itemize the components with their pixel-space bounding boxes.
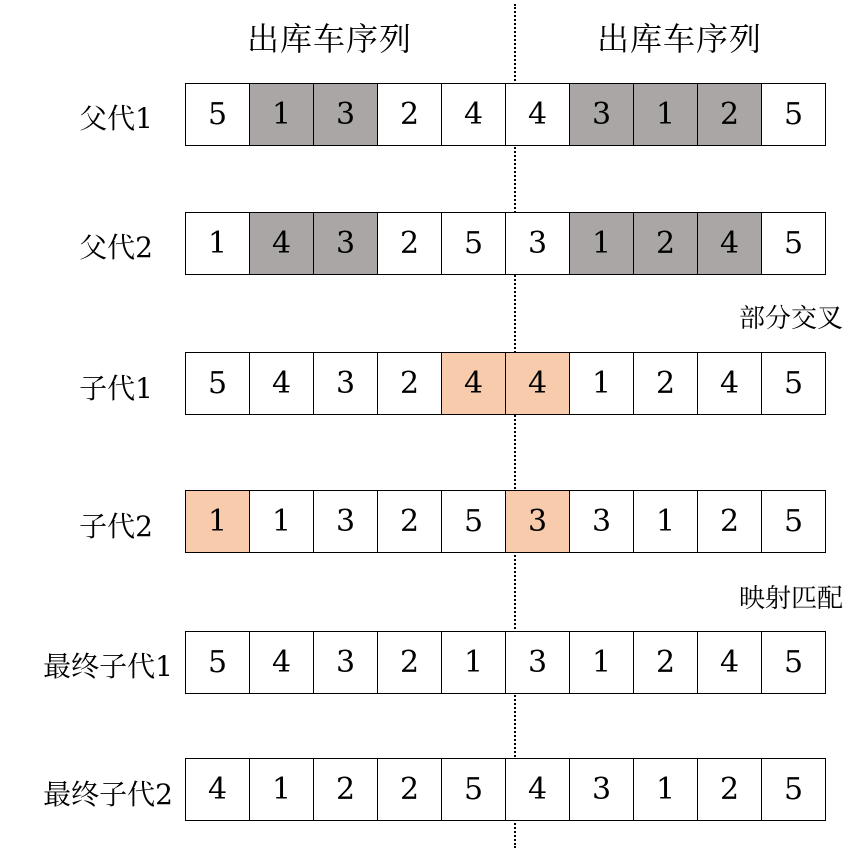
sequence-cell: 3 — [505, 212, 570, 275]
sequence-cell: 2 — [377, 83, 442, 146]
sequence-cell: 2 — [697, 83, 762, 146]
sequence-cell: 1 — [249, 490, 314, 553]
sequence-cell: 3 — [313, 490, 378, 553]
sequence-cell: 2 — [377, 490, 442, 553]
sequence-cell: 3 — [569, 758, 634, 821]
sequence-cell: 1 — [569, 631, 634, 694]
row-label-child2: 子代2 — [79, 510, 153, 543]
sequence-cell: 5 — [761, 758, 826, 821]
sequence-cell: 3 — [313, 212, 378, 275]
sequence-cell: 4 — [697, 352, 762, 415]
header-right: 出库车序列 — [597, 20, 763, 58]
sequence-cell: 4 — [249, 212, 314, 275]
sequence-cell: 2 — [377, 352, 442, 415]
sequence-cell: 4 — [505, 758, 570, 821]
sequence-cell: 1 — [185, 212, 250, 275]
crossover-label: 部分交叉 — [738, 304, 843, 334]
sequence-parent2 — [185, 212, 825, 275]
sequence-cell: 5 — [185, 631, 250, 694]
sequence-cell: 1 — [569, 352, 634, 415]
sequence-cell: 5 — [185, 352, 250, 415]
sequence-cell: 5 — [761, 352, 826, 415]
sequence-cell: 2 — [697, 758, 762, 821]
sequence-cell: 2 — [697, 490, 762, 553]
sequence-final-child2 — [185, 758, 825, 821]
sequence-cell: 4 — [441, 352, 506, 415]
sequence-cell: 5 — [761, 212, 826, 275]
sequence-final-child1 — [185, 631, 825, 694]
sequence-cell: 4 — [505, 83, 570, 146]
sequence-cell: 3 — [313, 83, 378, 146]
sequence-parent1 — [185, 83, 825, 146]
sequence-cell: 5 — [761, 631, 826, 694]
sequence-child2 — [185, 490, 825, 553]
sequence-cell: 3 — [505, 631, 570, 694]
sequence-cell: 2 — [633, 352, 698, 415]
sequence-cell: 4 — [697, 631, 762, 694]
sequence-cell: 4 — [697, 212, 762, 275]
sequence-cell: 1 — [249, 758, 314, 821]
sequence-cell: 3 — [313, 352, 378, 415]
sequence-cell: 1 — [633, 490, 698, 553]
sequence-cell: 4 — [249, 631, 314, 694]
sequence-cell: 3 — [313, 631, 378, 694]
sequence-cell: 1 — [633, 758, 698, 821]
sequence-cell: 2 — [377, 212, 442, 275]
sequence-cell: 1 — [633, 83, 698, 146]
sequence-cell: 2 — [633, 631, 698, 694]
row-label-final-child2: 最终子代2 — [43, 778, 173, 811]
mapping-label: 映射匹配 — [738, 584, 843, 614]
sequence-cell: 4 — [185, 758, 250, 821]
sequence-cell: 2 — [377, 758, 442, 821]
row-label-parent1: 父代1 — [79, 102, 153, 135]
sequence-child1 — [185, 352, 825, 415]
sequence-cell: 4 — [249, 352, 314, 415]
row-label-child1: 子代1 — [79, 372, 153, 405]
sequence-cell: 5 — [761, 83, 826, 146]
sequence-cell: 1 — [569, 212, 634, 275]
sequence-cell: 3 — [569, 490, 634, 553]
sequence-cell: 4 — [505, 352, 570, 415]
sequence-cell: 2 — [377, 631, 442, 694]
sequence-cell: 4 — [441, 83, 506, 146]
sequence-cell: 3 — [505, 490, 570, 553]
sequence-cell: 5 — [761, 490, 826, 553]
sequence-cell: 5 — [441, 212, 506, 275]
sequence-cell: 5 — [441, 758, 506, 821]
sequence-cell: 5 — [441, 490, 506, 553]
sequence-cell: 1 — [185, 490, 250, 553]
sequence-cell: 1 — [249, 83, 314, 146]
sequence-cell: 2 — [633, 212, 698, 275]
sequence-cell: 5 — [185, 83, 250, 146]
sequence-cell: 2 — [313, 758, 378, 821]
sequence-cell: 1 — [441, 631, 506, 694]
row-label-parent2: 父代2 — [79, 231, 153, 264]
header-left: 出库车序列 — [247, 20, 413, 58]
sequence-cell: 3 — [569, 83, 634, 146]
row-label-final-child1: 最终子代1 — [43, 650, 173, 683]
